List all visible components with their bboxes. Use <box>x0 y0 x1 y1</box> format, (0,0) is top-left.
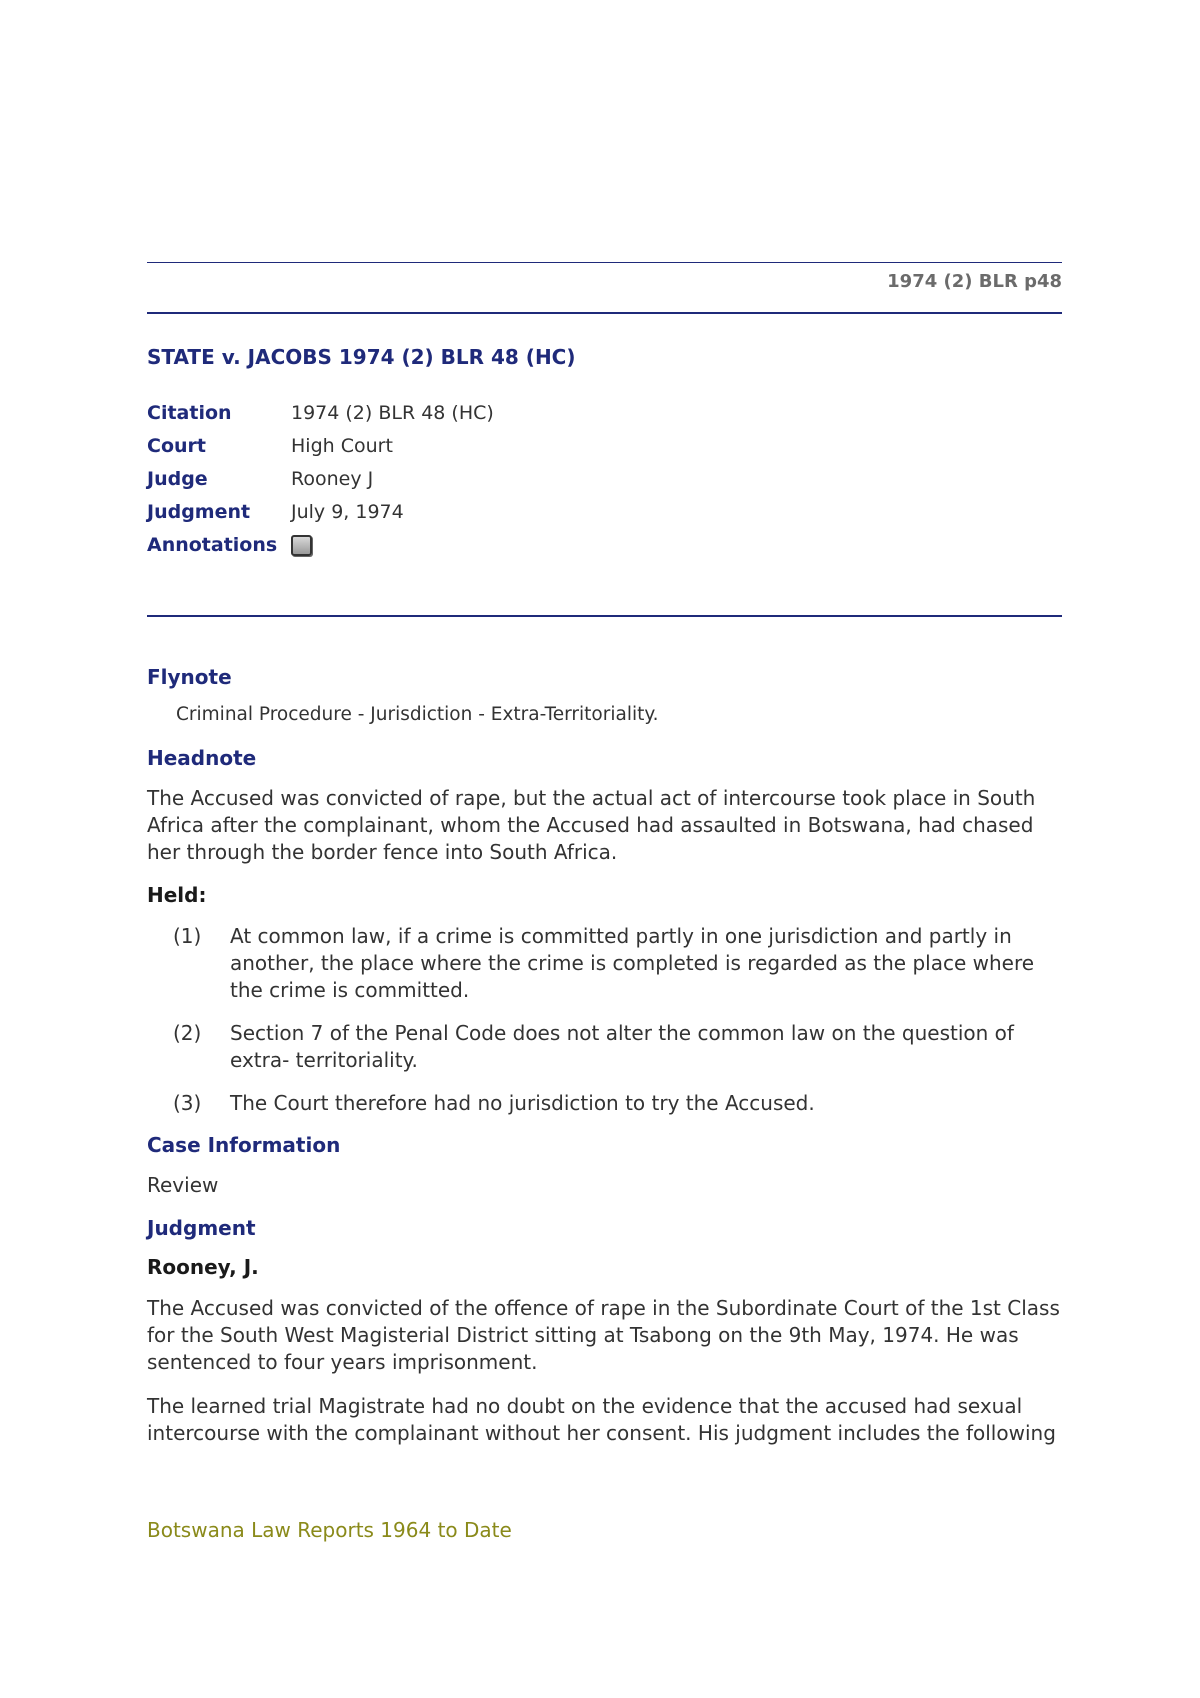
held-item <box>147 1020 1062 1074</box>
top-divider <box>147 262 1062 263</box>
citation-label: Citation <box>147 401 232 424</box>
held-item-text: At common law, if a crime is committed partly in one jurisdiction and partly in another, the place where the crime is completed is regarded as the place where the crime is committed. <box>230 924 1035 1002</box>
metadata-divider <box>147 615 1062 617</box>
judge-value: Rooney J <box>291 467 374 490</box>
headnote-text: The Accused was convicted of rape, but the actual act of intercourse took place in South Africa after the complainant, whom the Accused had assaulted in Botswana, had chased her through the border fence into South Africa. <box>147 786 1036 864</box>
flynote-heading: Flynote <box>147 665 232 689</box>
judgment-paragraph: The learned trial Magistrate had no doubt on the evidence that the accused had sexual intercourse with the complainant without her consent. His judgment includes the following <box>147 1394 1056 1445</box>
judgment-label: Judgment <box>147 500 251 523</box>
meta-row-judgment <box>147 495 494 528</box>
court-value: High Court <box>291 434 393 457</box>
held-label: Held: <box>147 883 207 907</box>
held-item <box>147 923 1062 1004</box>
footer-publication-title: Botswana Law Reports 1964 to Date <box>147 1518 512 1542</box>
document-body <box>147 665 1062 1464</box>
judge-name: Rooney, J. <box>147 1255 259 1279</box>
meta-row-judge <box>147 462 494 495</box>
judgment-heading: Judgment <box>147 1216 256 1240</box>
annotations-button-icon[interactable] <box>291 535 312 556</box>
case-title: STATE v. JACOBS 1974 (2) BLR 48 (HC) <box>147 345 576 369</box>
held-item-number: (3) <box>173 1091 202 1115</box>
held-item <box>147 1090 1062 1117</box>
judgment-date: July 9, 1974 <box>291 500 404 523</box>
annotations-label: Annotations <box>147 533 278 556</box>
case-information-text: Review <box>147 1173 219 1197</box>
headnote-heading: Headnote <box>147 746 257 770</box>
held-item-text: Section 7 of the Penal Code does not alter the common law on the question of extra- territoriality. <box>230 1021 1014 1072</box>
page-reference: 1974 (2) BLR p48 <box>887 271 1062 292</box>
judgment-paragraph: The Accused was convicted of the offence of rape in the Subordinate Court of the 1st Class for the South West Magisterial District sitting at Tsabong on the 9th May, 1974. He was sentenced to four years imprisonment. <box>147 1296 1060 1374</box>
meta-row-annotations <box>147 528 494 561</box>
header-divider <box>147 312 1062 314</box>
meta-row-court <box>147 429 494 462</box>
court-label: Court <box>147 434 206 457</box>
judge-label: Judge <box>147 467 208 490</box>
case-information-heading: Case Information <box>147 1133 341 1157</box>
citation-value: 1974 (2) BLR 48 (HC) <box>291 401 494 424</box>
held-item-text: The Court therefore had no jurisdiction to try the Accused. <box>230 1091 815 1115</box>
held-item-number: (1) <box>173 924 202 948</box>
held-item-number: (2) <box>173 1021 202 1045</box>
meta-row-citation <box>147 396 494 429</box>
flynote-text: Criminal Procedure - Jurisdiction - Extra-Territoriality. <box>176 704 659 725</box>
case-metadata <box>147 396 494 561</box>
